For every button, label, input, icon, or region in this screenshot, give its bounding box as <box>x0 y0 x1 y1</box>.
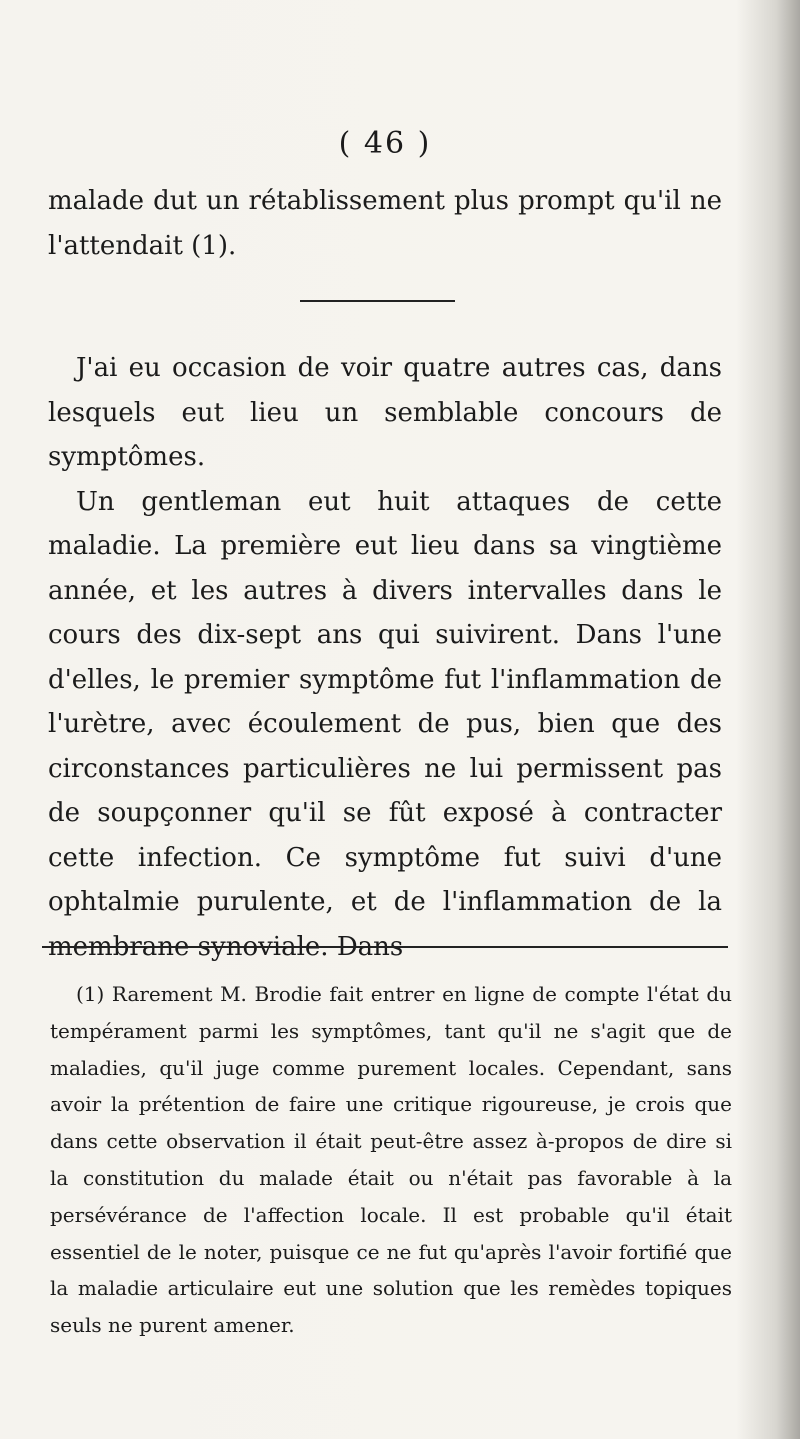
footnote <box>50 976 732 1344</box>
section-divider <box>300 300 455 302</box>
paragraph-2: Un gentleman eut huit attaques de cette maladie. La première eut lieu dans sa vingtième année, et les autres à divers intervalles dans le cours des dix-sept ans qui suivirent. Dans l'une d'elles, le premier symptôme fut l'inflammation de l'urètre, avec écoulement de pus, bien que des circonstances particulières ne lui permissent pas de soupçonner qu'il se fût exposé à contracter cette infection. Ce symptôme fut suivi d'une ophtalmie purulente, et de l'inflammation de la membrane synoviale. Dans <box>48 486 722 962</box>
footnote-text: (1) Rarement M. Brodie fait entrer en ligne de compte l'état du tempérament parmi les symptômes, tant qu'il ne s'agit que de maladies, qu'il juge comme purement locales. Cependant, sans avoir la prétention de faire une critique rigoureuse, je crois que dans cette observation il était peut-être assez à-propos de dire si la constitution du malade était ou n'était pas favorable à la persévérance de l'affection locale. Il est probable qu'il était essentiel de le noter, puisque ce ne fut qu'après l'avoir fortifié que la maladie articulaire eut une solution que les remèdes topiques seuls ne purent amener. <box>50 982 732 1338</box>
paragraph-1: J'ai eu occasion de voir quatre autres cas, dans lesquels eut lieu un semblable concours de symptômes. <box>48 353 722 472</box>
footnote-separator <box>42 946 728 948</box>
continuation-paragraph: malade dut un rétablissement plus prompt qu'il ne l'attendait (1). <box>48 186 722 261</box>
page-number: ( 46 ) <box>338 126 432 161</box>
main-text <box>48 346 722 969</box>
continuation-text <box>48 179 722 268</box>
